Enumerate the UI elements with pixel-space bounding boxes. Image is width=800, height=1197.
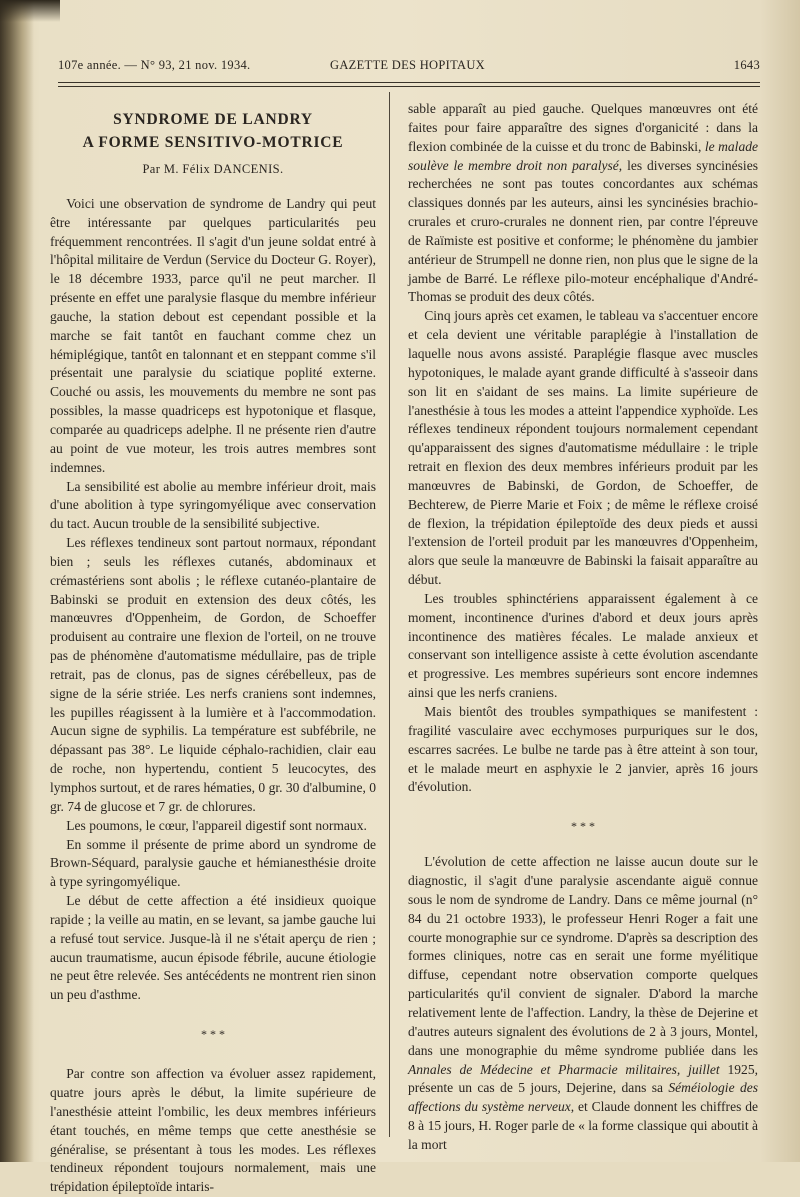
- journal-title-italic: Annales de Médecine et Pharmacie militaires, juillet: [408, 1061, 720, 1077]
- right-column: [408, 100, 758, 1155]
- book-spine-shadow: [0, 0, 34, 1162]
- paragraph: Cinq jours après cet examen, le tableau va s'accentuer encore et cela devient une véritable paraplégie à l'installation de laquelle nous avons assisté. Paraplégie flasque avec muscles hypotoniques, le malade ayant grande difficulté à s'asseoir dans son lit en s'aidant de ses mains. La limite supérieure de l'anesthésie à tous les modes a atteint l'appendice xyphoïde. Les réflexes tendineux répondent toujours normalement cependant qu'apparaissent des signes d'automatisme médullaire : le triple retrait en flexion des deux membres inférieurs produit par les manœuvres de Babinski, de Gordon, de Schoeffer, de Bechterew, de Pierre Marie et Foix ; de même le réflexe croisé de flexion, la trépidation épileptoïde des deux pieds et aussi l'extension de l'orteil produit par les manœuvres d'Oppenheim, alors que seule la manœuvre de Babinski la faisait apparaître au début.: [408, 308, 758, 588]
- section-separator-stars: * * *: [201, 1027, 225, 1042]
- header-rule-bottom: [58, 86, 760, 87]
- italic-phrase: le malade soulève le membre droit non paralysé: [408, 138, 758, 173]
- issue-info: 107e année. — N° 93, 21 nov. 1934.: [58, 58, 251, 72]
- page-number: 1643: [733, 58, 760, 72]
- book-title-italic: Séméiologie des affections du système nerveux: [408, 1080, 758, 1115]
- article-title-line1: SYNDROME DE LANDRY: [113, 111, 313, 128]
- paragraph: La sensibilité est abolie au membre inférieur droit, mais d'une abolition à type syringomyélique avec conservation du tact. Aucun trouble de la sensibilité subjective.: [50, 478, 376, 532]
- paragraph: Les poumons, le cœur, l'appareil digestif sont normaux.: [66, 817, 367, 833]
- article-title: [50, 108, 376, 154]
- paragraph: Les réflexes tendineux sont partout normaux, répondant bien ; seuls les réflexes cutanés, abdominaux et crémastériens sont abolis ; le réflexe cutanéo-plantaire de Babinski se produit en extension des deux côtés, les manœuvres d'Oppenheim, de Gordon, de Schoeffer produisent au contraire une flexion de l'orteil, on ne trouve pas de phénomène d'automatisme médullaire, pas de triple retrait, pas de clonus, pas de signes cérébelleux, pas de signe de la série striée. Les nerfs craniens sont indemnes, les pupilles réagissent à la lumière et à l'accommodation. Aucun signe de syphilis. La température est subfébrile, ne dépassant pas 38°. Le liquide céphalo-rachidien, clair eau de roche, non hypertendu, contient 5 leucocytes, des lymphos surtout, et de rares hématies, 0 gr. 30 d'albumine, 0 gr. 74 de glucose et 7 gr. de chlorures.: [50, 535, 376, 814]
- paragraph: Mais bientôt des troubles sympathiques se manifestent : fragilité vasculaire avec ecchymoses purpuriques sur le dos, escarres sacrées. Le bulbe ne tarde pas à être atteint à son tour, et le malade meurt en asphyxie le 2 janvier, après 16 jours d'évolution.: [408, 704, 758, 795]
- paragraph: Le début de cette affection a été insidieux quoique rapide ; la veille au matin, en se levant, sa jambe gauche lui a refusé tout service. Jusque-là il ne s'était aperçu de rien ; aucun traumatisme, aucun épisode fébrile, aucune étiologie ne peut être relevée. Ses antécédents ne montrent rien sinon un peu d'asthme.: [50, 893, 376, 1003]
- paragraph: Voici une observation de syndrome de Landry qui peut être intéressante par quelques particularités peu fréquemment rencontrées. Il s'agit d'un jeune soldat entré à l'hôpital militaire de Verdun (Service du Docteur G. Royer), le 18 décembre 1933, parce qu'il ne peut marcher. Il présente en effet une paralysie flasque du membre inférieur gauche, la station debout est cependant possible et la marche se fait tantôt en fauchant comme chez un hémiplégique, tantôt en talonnant et en steppant comme s'il présentait une paralysie du sciatique poplité externe. Couché ou assis, les mouvements du membre ne sont pas possibles, la masse quadriceps est hypotonique et flasque, comparée au quadriceps adelphe. Il ne présente rien d'autre au point de vue moteur, les trois autres membres sont indemnes.: [50, 195, 376, 475]
- left-column: [50, 100, 376, 1197]
- header-rule-top: [58, 82, 760, 83]
- column-divider: [389, 92, 390, 1137]
- journal-name: GAZETTE DES HOPITAUX: [330, 58, 485, 72]
- paragraph: Les troubles sphinctériens apparaissent également à ce moment, incontinence d'urines d'abord et deux jours après incontinence des matières fécales. Le malade anxieux et conservant son intelligence assiste à cette évolution ascendante et progressive. Les membres supérieurs sont encore indemnes ainsi que les nerfs craniens.: [408, 590, 758, 701]
- paragraph: Par contre son affection va évoluer assez rapidement, quatre jours après le début, la limite supérieure de l'anesthésie atteint l'ombilic, les deux membres inférieurs étant touchés, en même temps que cette anesthésie se généralise, se présentant à tous les modes. Les réflexes tendineux répondent toujours normalement, mais une trépidation épileptoïde intaris-: [50, 1066, 376, 1195]
- section-separator-stars: * * *: [571, 819, 595, 834]
- running-header: [58, 55, 760, 77]
- paragraph-continued: sable apparaît au pied gauche. Quelques manœuvres ont été faites pour faire apparaître des signes d'organicité : dans la flexion combinée de la cuisse et du tronc de Babinski, le malade soulève le membre droit non paralysé, les diverses syncinésies recherchées ne sont pas toutes concordantes aux schémas classiques donnés par les auteurs, ainsi les syncinésies brachio-crurales et cruro-crurales ne donnent rien, par contre l'épreuve de Raïmiste est positive et conforme; le phénomène du jambier antérieur de Strumpell ne donne rien, non plus que le signe de la jambe de Barré. Le réflexe pilo-moteur encéphalique d'André-Thomas se produit des deux côtés.: [408, 101, 758, 305]
- article-title-line2: A FORME SENSITIVO-MOTRICE: [82, 134, 344, 151]
- article-byline: Par M. Félix DANCENIS.: [142, 162, 284, 176]
- paragraph: L'évolution de cette affection ne laisse aucun doute sur le diagnostic, il s'agit d'une paralysie ascendante aiguë connue sous le nom de syndrome de Landry. Dans ce même journal (n° 84 du 21 octobre 1933), le professeur Henri Roger a fait une courte monographie sur ce syndrome. D'après sa description des formes cliniques, notre cas en serait une forme myélitique diffuse, cependant notre observation comporte quelques particularités qu'il convient de signaler. D'abord la marche relativement lente de l'affection. Landry, la thèse de Dejerine et d'autres auteurs signalent des évolutions de 2 à 3 jours, Montel, dans une monographie du même syndrome publiée dans les Annales de Médecine et Pharmacie militaires, juillet 1925, présente un cas de 5 jours, Dejerine, dans sa Séméiologie des affections du système nerveux, et Claude donnent les chiffres de 8 à 15 jours, H. Roger parle de « la forme classique qui aboutit à la mort: [408, 854, 758, 1152]
- paragraph: En somme il présente de prime abord un syndrome de Brown-Séquard, paralysie gauche et hémianesthésie droite à type syringomyélique.: [50, 836, 376, 890]
- page-corner-shadow: [0, 0, 60, 22]
